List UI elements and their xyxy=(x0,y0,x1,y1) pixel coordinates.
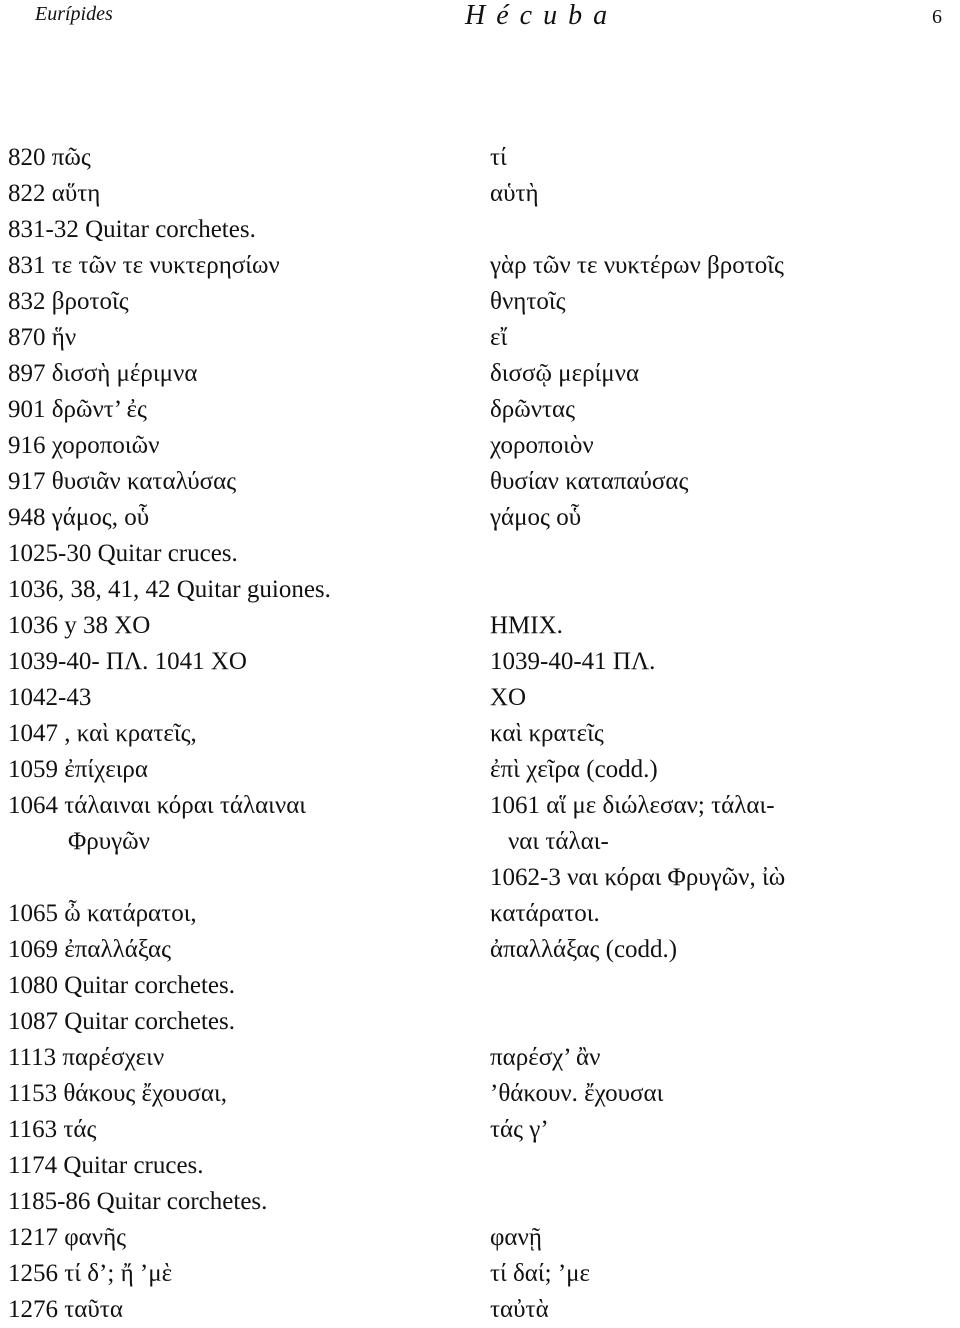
table-row xyxy=(0,1184,960,1220)
table-row xyxy=(0,1040,960,1076)
page-number: 6 xyxy=(932,6,942,28)
table-row xyxy=(0,644,960,680)
original-reading: 901 δρῶντ’ ἐς xyxy=(8,396,147,423)
table-row xyxy=(0,500,960,536)
corrected-reading: θυσίαν καταπαύσας xyxy=(490,468,689,495)
corrected-reading: εἴ xyxy=(490,324,508,351)
corrected-reading: ἐπὶ χεῖρα (codd.) xyxy=(490,756,658,783)
corrected-reading xyxy=(490,536,960,572)
corrected-reading: καὶ κρατεῖς xyxy=(490,720,604,747)
corrected-reading: 1062-3 ναι κόραι Φρυγῶν, ἰὼ xyxy=(490,864,786,891)
corrected-reading xyxy=(490,1148,960,1184)
corrected-reading: τί δαί; ’με xyxy=(490,1260,591,1287)
original-reading: 1042-43 xyxy=(8,684,92,711)
original-reading: 948 γάμος, οὗ xyxy=(8,504,150,531)
table-row xyxy=(0,248,960,284)
table-row xyxy=(0,464,960,500)
corrected-reading: ’θάκουν. ἔχουσαι xyxy=(490,1080,664,1107)
original-reading: 1036, 38, 41, 42 Quitar guiones. xyxy=(8,576,331,603)
original-reading: 897 δισσὴ μέριμνα xyxy=(8,360,198,387)
original-reading: 1059 ἐπίχειρα xyxy=(8,756,148,783)
original-reading: 832 βροτοῖς xyxy=(8,288,129,315)
original-reading: 1065 ὦ κατάρατοι, xyxy=(8,900,197,927)
original-reading: 1163 τάς xyxy=(8,1116,97,1143)
original-reading: 1256 τί δ’; ἤ ’μὲ xyxy=(8,1260,173,1287)
table-row xyxy=(0,1004,960,1040)
table-row xyxy=(0,320,960,356)
original-reading: 1217 φανῆς xyxy=(8,1224,127,1251)
original-reading: 1153 θάκους ἔχουσαι, xyxy=(8,1080,227,1107)
original-reading: 1185-86 Quitar corchetes. xyxy=(8,1188,268,1215)
table-row xyxy=(0,428,960,464)
table-row xyxy=(0,752,960,788)
original-reading xyxy=(0,860,490,896)
table-row xyxy=(0,716,960,752)
corrected-reading: δρῶντας xyxy=(490,396,576,423)
corrected-reading: τάς γ’ xyxy=(490,1116,549,1143)
table-row xyxy=(0,1148,960,1184)
original-reading: 1047 , καὶ κρατεῖς, xyxy=(8,720,197,747)
table-row xyxy=(0,284,960,320)
original-reading: 916 χοροποιῶν xyxy=(8,432,160,459)
corrected-reading: τί xyxy=(490,144,507,171)
table-row xyxy=(0,1220,960,1256)
table-row xyxy=(0,536,960,572)
original-reading: 1039-40- ΠΛ. 1041 ΧΟ xyxy=(8,648,247,675)
table-row xyxy=(0,140,960,176)
table-row xyxy=(0,1112,960,1148)
table-row xyxy=(0,932,960,968)
original-reading: 1276 ταῦτα xyxy=(8,1296,123,1323)
corrected-reading: παρέσχ’ ἂν xyxy=(490,1044,601,1071)
table-row xyxy=(0,680,960,716)
table-row xyxy=(0,212,960,248)
corrected-reading: γὰρ τῶν τε νυκτέρων βροτοῖς xyxy=(490,252,784,279)
corrected-reading: δισσῷ μερίμνα xyxy=(490,360,640,387)
original-reading: 1036 y 38 ΧΟ xyxy=(8,612,151,639)
corrected-reading: 1039-40-41 ΠΛ. xyxy=(490,648,656,675)
corrected-reading: 1061 αἵ με διώλεσαν; τάλαι- xyxy=(490,792,775,819)
table-row xyxy=(0,572,960,608)
original-reading: 1064 τάλαιναι κόραι τάλαιναι xyxy=(8,792,307,819)
header-title: H é c u b a xyxy=(465,0,610,31)
original-reading: 1025-30 Quitar cruces. xyxy=(8,540,238,567)
corrected-reading: ΧΟ xyxy=(490,684,527,711)
corrected-reading: χοροποιὸν xyxy=(490,432,594,459)
table-row xyxy=(0,860,960,896)
original-reading: 831 τε τῶν τε νυκτερησίων xyxy=(8,252,280,279)
table-row xyxy=(0,356,960,392)
original-reading: 1080 Quitar corchetes. xyxy=(8,972,236,999)
header-author: Eurípides xyxy=(35,3,113,25)
original-reading: 870 ἥν xyxy=(8,324,77,351)
table-row xyxy=(0,896,960,932)
corrected-reading xyxy=(490,968,960,1004)
original-reading: 917 θυσιᾶν καταλύσας xyxy=(8,468,237,495)
table-row xyxy=(0,968,960,1004)
table-row xyxy=(0,1076,960,1112)
corrected-reading: αὑτὴ xyxy=(490,180,539,207)
table-row xyxy=(0,608,960,644)
original-reading: 1069 ἐπαλλάξας xyxy=(8,936,172,963)
correction-table xyxy=(0,140,960,1328)
table-row xyxy=(0,176,960,212)
corrected-reading: θνητοῖς xyxy=(490,288,566,315)
original-reading: 831-32 Quitar corchetes. xyxy=(8,216,256,243)
corrected-reading: ἀπαλλάξας (codd.) xyxy=(490,936,678,963)
original-reading: 1174 Quitar cruces. xyxy=(8,1152,204,1179)
corrected-reading: ΗΜΙΧ. xyxy=(490,612,563,639)
corrected-reading: γάμος οὗ xyxy=(490,504,582,531)
table-row xyxy=(0,392,960,428)
original-reading: 822 αὕτη xyxy=(8,180,101,207)
table-row xyxy=(0,1256,960,1292)
corrected-reading xyxy=(490,572,960,608)
original-reading: 820 πῶς xyxy=(8,144,91,171)
corrected-reading: κατάρατοι. xyxy=(490,900,600,927)
table-row xyxy=(0,824,960,860)
corrected-reading xyxy=(490,1184,960,1220)
table-row xyxy=(0,1292,960,1328)
corrected-reading xyxy=(490,212,960,248)
original-reading: Φρυγῶν xyxy=(68,828,150,855)
original-reading: 1113 παρέσχειν xyxy=(8,1044,165,1071)
corrected-reading: ταὐτὰ xyxy=(490,1296,549,1323)
corrected-reading: φανῇ xyxy=(490,1224,542,1251)
table-row xyxy=(0,788,960,824)
corrected-reading: ναι τάλαι- xyxy=(508,828,609,855)
original-reading: 1087 Quitar corchetes. xyxy=(8,1008,236,1035)
corrected-reading xyxy=(490,1004,960,1040)
